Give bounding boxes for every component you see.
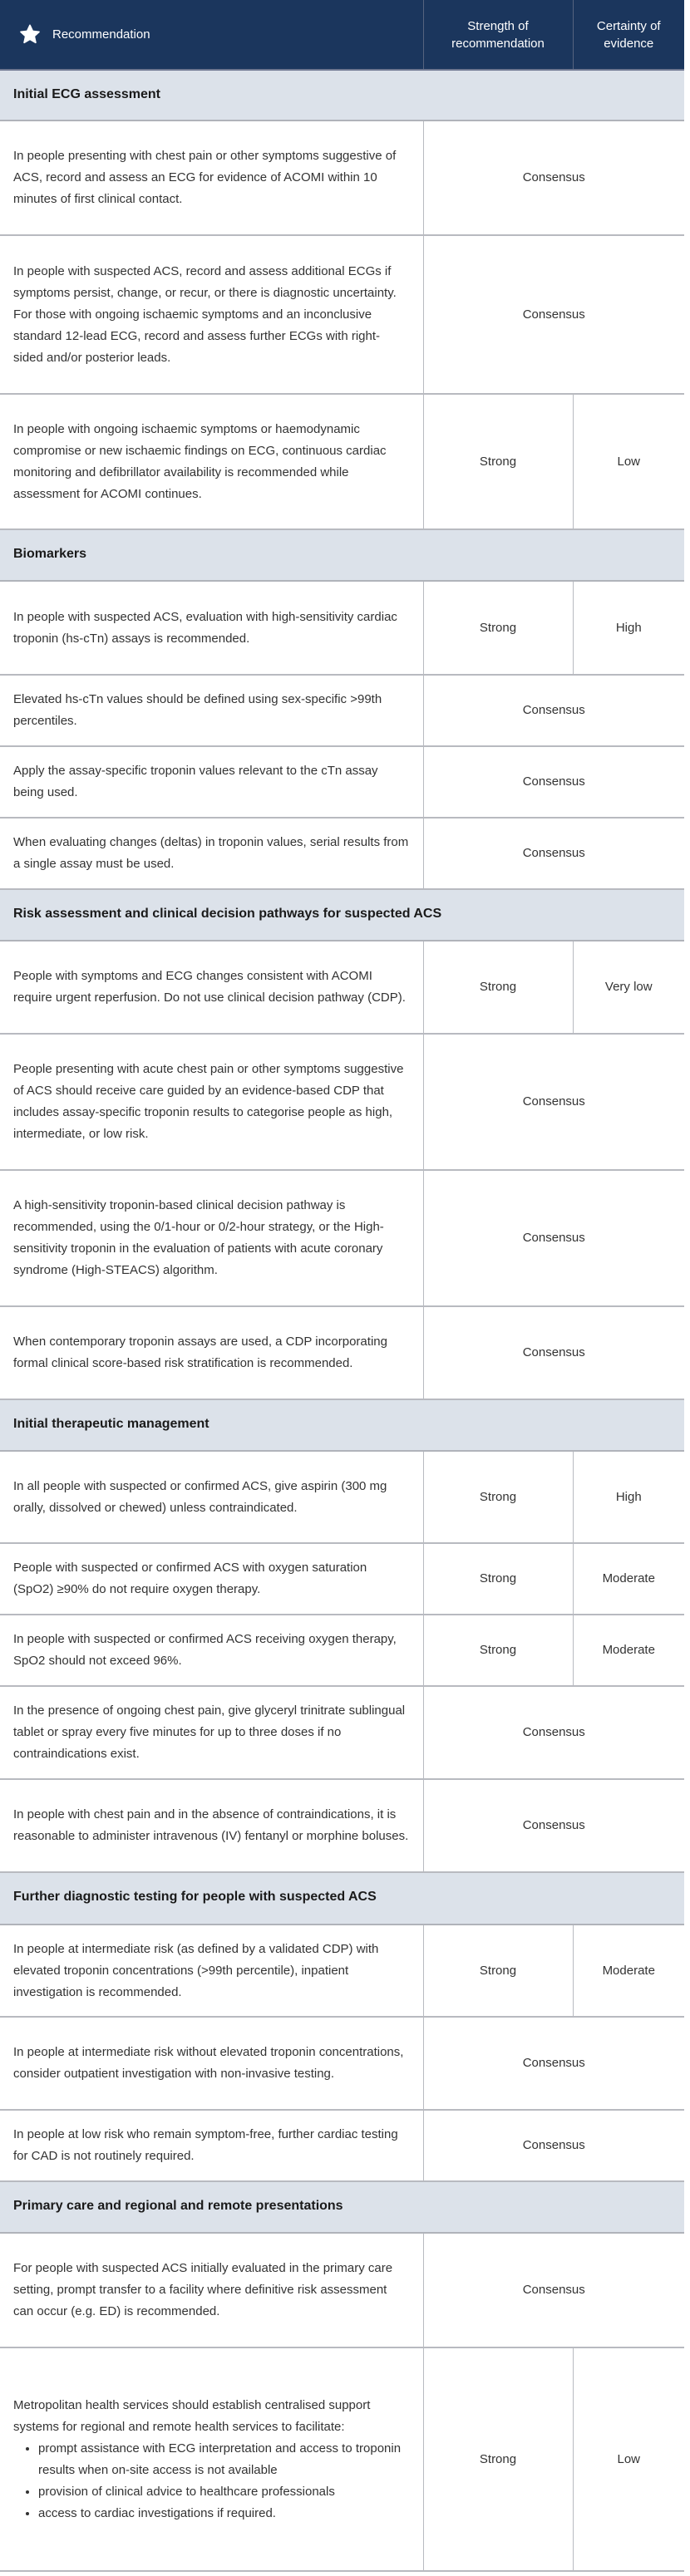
recommendation-text: In people with suspected or confirmed ACS receiving oxygen therapy, SpO2 should not exceed 96%. bbox=[0, 1615, 423, 1686]
strength-value: Consensus bbox=[423, 1034, 684, 1170]
section-title: Initial ECG assessment bbox=[0, 70, 684, 120]
recommendation-text: A high-sensitivity troponin-based clinical decision pathway is recommended, using the 0/1-hour or 0/2-hour strategy, or the High-sensitivity troponin in the evaluation of patients with acute coronary syndrome (High-STEACS) algorithm. bbox=[0, 1170, 423, 1306]
strength-value: Consensus bbox=[423, 746, 684, 818]
table-row bbox=[0, 1034, 684, 1170]
strength-value: Consensus bbox=[423, 235, 684, 394]
table-row bbox=[0, 1451, 684, 1543]
section-row bbox=[0, 529, 684, 581]
table-row bbox=[0, 818, 684, 889]
strength-value: Strong bbox=[423, 2347, 573, 2571]
recommendation-text: People presenting with acute chest pain or other symptoms suggestive of ACS should receive care guided by an evidence-based CDP that includes assay-specific troponin results to categorise people as high, intermediate, or low risk. bbox=[0, 1034, 423, 1170]
table-row bbox=[0, 120, 684, 235]
section-row bbox=[0, 70, 684, 120]
strength-value: Strong bbox=[423, 941, 573, 1034]
strength-value: Consensus bbox=[423, 1686, 684, 1779]
recommendation-text: For people with suspected ACS initially evaluated in the primary care setting, prompt transfer to a facility where definitive risk assessment can occur (e.g. ED) is recommended. bbox=[0, 2233, 423, 2347]
section-row bbox=[0, 2181, 684, 2233]
section-title: Initial therapeutic management bbox=[0, 1399, 684, 1451]
header-strength: Strength of recommendation bbox=[423, 0, 573, 70]
recommendation-cell bbox=[0, 2347, 423, 2571]
recommendation-text: Metropolitan health services should establish centralised support systems for regional and remote health services to facilitate: bbox=[13, 2397, 371, 2434]
table-row bbox=[0, 581, 684, 675]
strength-value: Strong bbox=[423, 1615, 573, 1686]
certainty-value: Low bbox=[573, 394, 684, 529]
strength-value: Consensus bbox=[423, 1170, 684, 1306]
strength-value: Consensus bbox=[423, 2233, 684, 2347]
table-row bbox=[0, 675, 684, 746]
strength-value: Consensus bbox=[423, 675, 684, 746]
bullet-item: • provision of clinical advice to healthcare professionals bbox=[38, 2481, 410, 2503]
recommendation-text: People with suspected or confirmed ACS with oxygen saturation (SpO2) ≥90% do not require oxygen therapy. bbox=[0, 1543, 423, 1615]
recommendation-text: Apply the assay-specific troponin values relevant to the cTn assay being used. bbox=[0, 746, 423, 818]
certainty-value: High bbox=[573, 581, 684, 675]
recommendation-text: In people at low risk who remain symptom-free, further cardiac testing for CAD is not routinely required. bbox=[0, 2110, 423, 2181]
recommendation-text: Elevated hs-cTn values should be defined using sex-specific >99th percentiles. bbox=[0, 675, 423, 746]
strength-value: Consensus bbox=[423, 120, 684, 235]
table-row bbox=[0, 394, 684, 529]
table-row bbox=[0, 2347, 684, 2571]
strength-value: Strong bbox=[423, 581, 573, 675]
recommendation-text: In people with suspected ACS, record and assess additional ECGs if symptoms persist, change, or recur, or there is diagnostic uncertainty. For those with ongoing ischaemic symptoms and an inconclusive standard 12-lead ECG, record and assess further ECGs with right-sided and/or posterior leads. bbox=[0, 235, 423, 394]
bullet-item: • prompt assistance with ECG interpretation and access to troponin results when on-site access is not available bbox=[38, 2438, 410, 2481]
certainty-value: Moderate bbox=[573, 1925, 684, 2017]
section-row bbox=[0, 889, 684, 941]
table-row bbox=[0, 235, 684, 394]
strength-value: Consensus bbox=[423, 818, 684, 889]
table-row bbox=[0, 1779, 684, 1872]
strength-value: Consensus bbox=[423, 2110, 684, 2181]
table-row bbox=[0, 2233, 684, 2347]
certainty-value: Moderate bbox=[573, 1543, 684, 1615]
strength-value: Consensus bbox=[423, 2017, 684, 2110]
certainty-value: Very low bbox=[573, 941, 684, 1034]
table-header-row bbox=[0, 0, 684, 70]
recommendation-text: When evaluating changes (deltas) in troponin values, serial results from a single assay must be used. bbox=[0, 818, 423, 889]
table-row bbox=[0, 1615, 684, 1686]
header-recommendation-label: Recommendation bbox=[52, 27, 150, 42]
table-row bbox=[0, 1543, 684, 1615]
strength-value: Consensus bbox=[423, 1779, 684, 1872]
table-row bbox=[0, 2017, 684, 2110]
table-row bbox=[0, 1686, 684, 1779]
strength-value: Strong bbox=[423, 1451, 573, 1543]
section-row bbox=[0, 1399, 684, 1451]
table-row bbox=[0, 1925, 684, 2017]
header-certainty: Certainty of evidence bbox=[573, 0, 684, 70]
certainty-value: Moderate bbox=[573, 1615, 684, 1686]
recommendation-text: In people with suspected ACS, evaluation with high-sensitivity cardiac troponin (hs-cTn) assays is recommended. bbox=[0, 581, 423, 675]
section-title: Primary care and regional and remote presentations bbox=[0, 2181, 684, 2233]
bullet-list bbox=[13, 2438, 410, 2524]
strength-value: Consensus bbox=[423, 1306, 684, 1399]
recommendation-text: In people with chest pain and in the absence of contraindications, it is reasonable to administer intravenous (IV) fentanyl or morphine boluses. bbox=[0, 1779, 423, 1872]
recommendation-text: In people at intermediate risk (as defined by a validated CDP) with elevated troponin concentrations (>99th percentile), inpatient investigation is recommended. bbox=[0, 1925, 423, 2017]
table-row bbox=[0, 941, 684, 1034]
section-row bbox=[0, 1872, 684, 1925]
recommendation-text: When contemporary troponin assays are used, a CDP incorporating formal clinical score-based risk stratification is recommended. bbox=[0, 1306, 423, 1399]
recommendation-text: In people presenting with chest pain or other symptoms suggestive of ACS, record and assess an ECG for evidence of ACOMI within 10 minutes of first clinical contact. bbox=[0, 120, 423, 235]
certainty-value: High bbox=[573, 1451, 684, 1543]
recommendation-text: In people at intermediate risk without elevated troponin concentrations, consider outpatient investigation with non-invasive testing. bbox=[0, 2017, 423, 2110]
strength-value: Strong bbox=[423, 1925, 573, 2017]
strength-value: Strong bbox=[423, 1543, 573, 1615]
recommendation-text: In all people with suspected or confirmed ACS, give aspirin (300 mg orally, dissolved or chewed) unless contraindicated. bbox=[0, 1451, 423, 1543]
header-recommendation bbox=[0, 0, 423, 70]
section-title: Further diagnostic testing for people with suspected ACS bbox=[0, 1872, 684, 1925]
recommendation-text: In the presence of ongoing chest pain, give glyceryl trinitrate sublingual tablet or spray every five minutes for up to three doses if no contraindications exist. bbox=[0, 1686, 423, 1779]
table-row bbox=[0, 2110, 684, 2181]
strength-value: Strong bbox=[423, 394, 573, 529]
table-row bbox=[0, 1170, 684, 1306]
star-icon bbox=[18, 23, 42, 46]
recommendation-text: In people with ongoing ischaemic symptoms or haemodynamic compromise or new ischaemic findings on ECG, continuous cardiac monitoring and defibrillator availability is recommended while assessment for ACOMI continues. bbox=[0, 394, 423, 529]
table-row bbox=[0, 746, 684, 818]
table-row bbox=[0, 1306, 684, 1399]
section-title: Biomarkers bbox=[0, 529, 684, 581]
bullet-item: • access to cardiac investigations if required. bbox=[38, 2503, 410, 2524]
certainty-value: Low bbox=[573, 2347, 684, 2571]
recommendation-text: People with symptoms and ECG changes consistent with ACOMI require urgent reperfusion. Do not use clinical decision pathway (CDP). bbox=[0, 941, 423, 1034]
section-title: Risk assessment and clinical decision pathways for suspected ACS bbox=[0, 889, 684, 941]
